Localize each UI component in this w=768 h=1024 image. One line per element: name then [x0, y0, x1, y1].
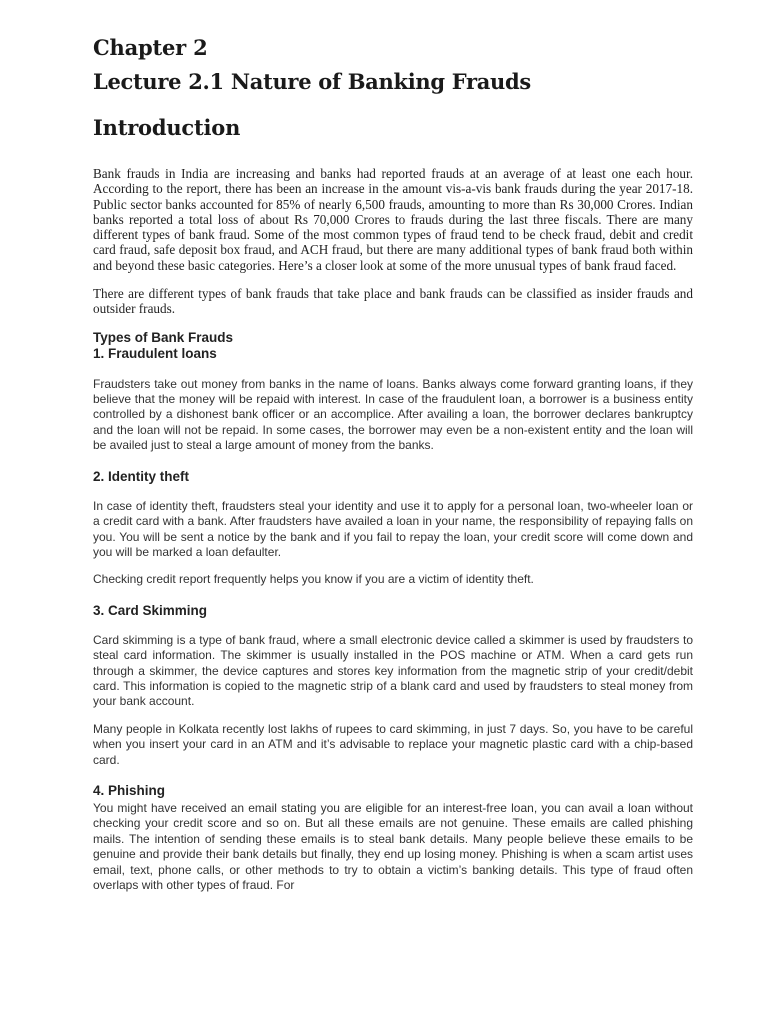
phishing-paragraph: You might have received an email stating you are eligible for an interest-free loan, you can avail a loan without checking your credit score and so on. But all these emails are not genuine. These emails are called phishing mails. The intention of sending these emails is to steal bank details. Many people believe these emails to be genuine and provide their bank details but finally, they end up losing money. Phishing is when a scam artist uses email, text, phone calls, or other methods to try to obtain a victim’s banking details. This type of fraud often overlaps with other types of fraud. For: [93, 800, 693, 893]
section-heading-fraudulent-loans: 1. Fraudulent loans: [93, 345, 217, 361]
section-heading-phishing: 4. Phishing: [93, 782, 166, 798]
intro-paragraph-1: Bank frauds in India are increasing and banks had reported frauds at an average of at least one each hour. According to the report, there has been an increase in the amount vis-a-vis bank frauds during the year 2017-18. Public sector banks accounted for 85% of nearly 6,500 frauds, amounting to more than Rs 30,000 Crores. Indian banks reported a total loss of about Rs 70,000 Crores to frauds during the last three fiscals. There are many different types of bank fraud. Some of the most common types of fraud tend to be check fraud, debit and credit card fraud, safe deposit box fraud, and ACH fraud, but there are many additional types of bank fraud both within and beyond these basic categories. Here’s a closer look at some of the more unusual types of bank fraud faced.: [93, 166, 693, 273]
card-skimming-paragraph-1: Card skimming is a type of bank fraud, where a small electronic device called a skimmer is used by fraudsters to steal card information. The skimmer is usually installed in the POS machine or ATM. When a card gets run through a skimmer, the device captures and stores key information from the magnetic strip of your credit/debit card. This information is copied to the magnetic strip of a blank card and used by fraudsters to steal money from your bank account.: [93, 632, 693, 709]
types-of-frauds-block: [93, 330, 693, 362]
fraudulent-loans-paragraph: Fraudsters take out money from banks in the name of loans. Banks always come forward granting loans, if they believe that the money will be repaid with interest. In case of the fraudulent loan, a borrower is a business entity controlled by a dishonest bank officer or an accomplice. After availing a loan, the borrower declares bankruptcy and the loan will not be repaid. In some cases, the borrower may even be a non-existent entity and the loan will be availed just to steal a large amount of money from the banks.: [93, 376, 693, 453]
identity-theft-paragraph-2: Checking credit report frequently helps you know if you are a victim of identity theft.: [93, 572, 534, 587]
section-heading-identity-theft: 2. Identity theft: [93, 468, 190, 484]
chapter-heading: Chapter 2: [93, 35, 208, 60]
introduction-heading: Introduction: [93, 115, 241, 140]
card-skimming-paragraph-2: Many people in Kolkata recently lost lakhs of rupees to card skimming, in just 7 days. So, you have to be careful when you insert your card in an ATM and it’s advisable to replace your magnetic plastic card with a chip-based card.: [93, 721, 693, 767]
identity-theft-paragraph-1: In case of identity theft, fraudsters steal your identity and use it to apply for a personal loan, two-wheeler loan or a credit card with a bank. After fraudsters have availed a loan in your name, the responsibility of repaying falls on you. You will be sent a notice by the bank and if you fail to repay the loan, your credit score will come down and you will be marked a loan defaulter.: [93, 498, 693, 559]
types-heading: Types of Bank Frauds: [93, 329, 234, 345]
lecture-title: Lecture 2.1 Nature of Banking Frauds: [93, 69, 531, 94]
intro-paragraph-2: There are different types of bank frauds that take place and bank frauds can be classified as insider frauds and outsider frauds.: [93, 286, 693, 317]
document-page: [93, 34, 693, 893]
section-heading-card-skimming: 3. Card Skimming: [93, 602, 208, 618]
